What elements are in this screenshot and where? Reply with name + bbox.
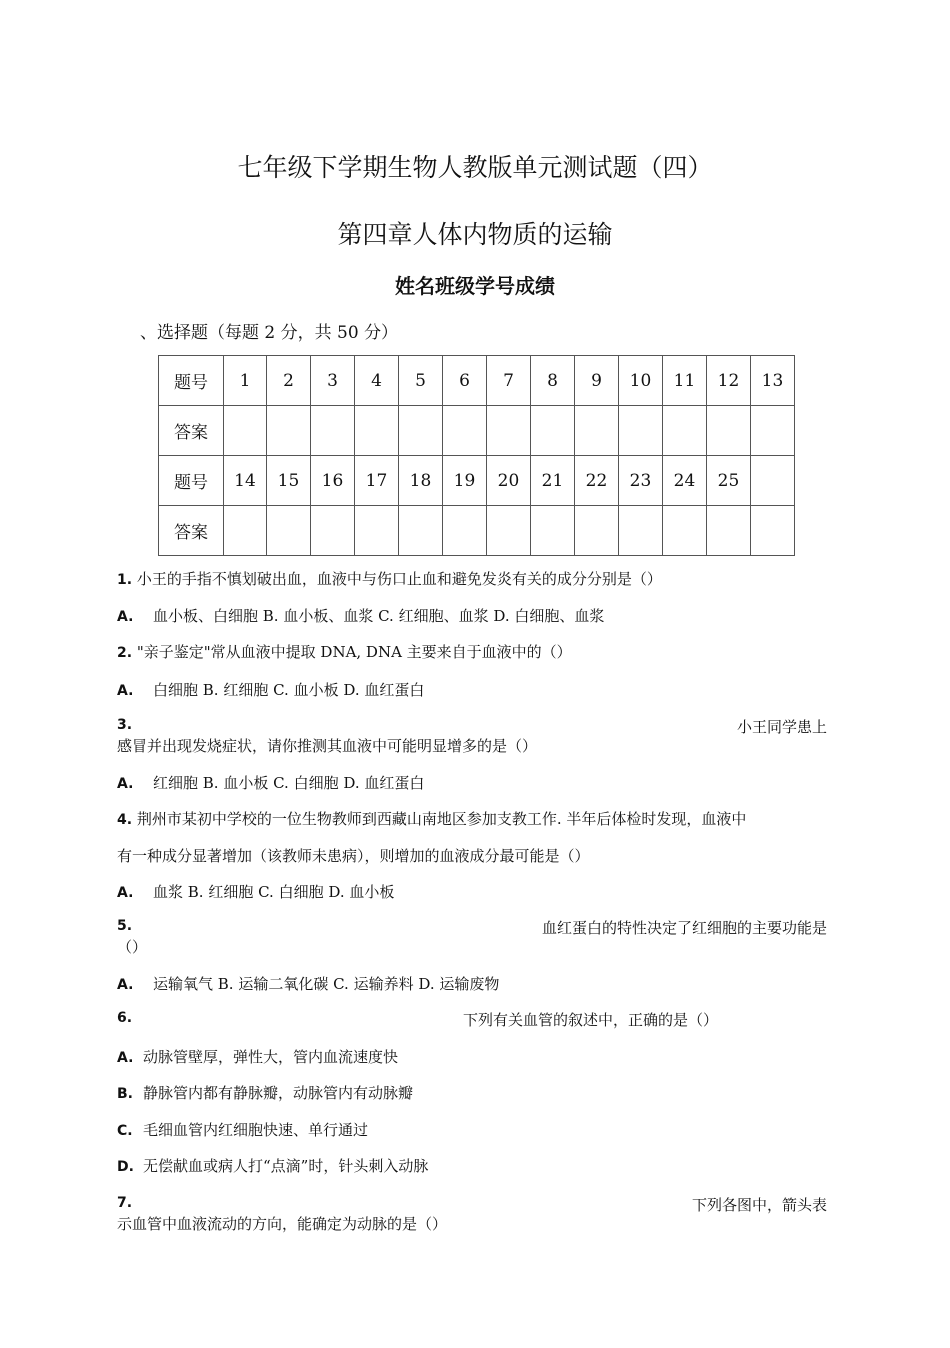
option-a: [117, 1046, 398, 1067]
answer-cell[interactable]: [355, 506, 399, 556]
question-text: 下列有关血管的叙述中，正确的是（）: [462, 1011, 718, 1029]
question-number: 5.: [117, 918, 133, 934]
answer-cell[interactable]: [751, 506, 795, 556]
number-cell: 10: [619, 356, 663, 406]
number-cell: 15: [267, 456, 311, 506]
number-cell: 23: [619, 456, 663, 506]
question-4-options: [117, 881, 394, 902]
table-row: [159, 456, 795, 506]
options-text: 血浆 B. 红细胞 C. 白细胞 D. 血小板: [153, 883, 395, 901]
answer-cell[interactable]: [751, 406, 795, 456]
question-3-options: [117, 772, 424, 793]
question-text: 荆州市某初中学校的一位生物教师到西藏山南地区参加支教工作. 半年后体检时发现，血液中: [136, 810, 747, 828]
number-cell: 12: [707, 356, 751, 406]
number-cell: 6: [443, 356, 487, 406]
option-c: [117, 1119, 368, 1140]
number-cell: 4: [355, 356, 399, 406]
question-1: [117, 568, 662, 589]
number-cell: 11: [663, 356, 707, 406]
answer-cell[interactable]: [487, 506, 531, 556]
question-number: 1.: [117, 572, 133, 588]
options-text: 红细胞 B. 血小板 C. 白细胞 D. 血红蛋白: [153, 774, 425, 792]
question-number: 3.: [117, 717, 133, 733]
answer-cell[interactable]: [267, 406, 311, 456]
question-text: 小王同学患上: [736, 718, 827, 736]
number-cell: 14: [224, 456, 267, 506]
number-cell: 13: [751, 356, 795, 406]
question-2-options: [117, 679, 424, 700]
header-label-cell: 题号: [159, 356, 224, 406]
option-d: [117, 1155, 428, 1176]
options-text: 运输氧气 B. 运输二氧化碳 C. 运输养料 D. 运输废物: [153, 975, 500, 993]
table-row: [159, 356, 795, 406]
question-text-continued: 感冒并出现发烧症状，请你推测其血液中可能明显增多的是（）: [117, 737, 538, 755]
answer-cell[interactable]: [399, 506, 443, 556]
answer-cell[interactable]: [663, 406, 707, 456]
question-text: "亲子鉴定"常从血液中提取 DNA, DNA 主要来自于血液中的（）: [136, 643, 572, 661]
table-row: [159, 406, 795, 456]
option-b: [117, 1082, 413, 1103]
option-label: A.: [117, 683, 134, 699]
answer-cell[interactable]: [224, 506, 267, 556]
question-number: 2.: [117, 645, 133, 661]
answer-cell[interactable]: [707, 406, 751, 456]
page-title: 七年级下学期生物人教版单元测试题（四）: [237, 153, 713, 182]
answer-label-cell: 答案: [159, 406, 224, 456]
option-label: A.: [117, 609, 134, 625]
question-text-continued: （）: [117, 938, 148, 956]
option-text: 毛细血管内红细胞快速、单行通过: [143, 1121, 369, 1139]
option-label: A.: [117, 977, 134, 993]
answer-cell[interactable]: [575, 406, 619, 456]
question-1-options: [117, 605, 604, 626]
number-cell: 20: [487, 456, 531, 506]
table-row: [159, 506, 795, 556]
answer-cell[interactable]: [663, 506, 707, 556]
number-cell: [751, 456, 795, 506]
answer-cell[interactable]: [531, 406, 575, 456]
number-cell: 9: [575, 356, 619, 406]
number-cell: 19: [443, 456, 487, 506]
question-5-options: [117, 973, 499, 994]
section-heading: 、选择题（每题 2 分，共 50 分）: [140, 323, 399, 343]
options-text: 血小板、白细胞 B. 血小板、血浆 C. 红细胞、血浆 D. 白细胞、血浆: [153, 607, 605, 625]
option-label: A.: [117, 885, 134, 901]
header-label-cell: 题号: [159, 456, 224, 506]
option-label: B.: [117, 1086, 133, 1102]
option-text: 静脉管内都有静脉瓣，动脉管内有动脉瓣: [143, 1084, 414, 1102]
answer-cell[interactable]: [575, 506, 619, 556]
number-cell: 22: [575, 456, 619, 506]
number-cell: 7: [487, 356, 531, 406]
answer-cell[interactable]: [311, 506, 355, 556]
answer-cell[interactable]: [487, 406, 531, 456]
number-cell: 1: [224, 356, 267, 406]
option-text: 动脉管壁厚，弹性大，管内血流速度快: [143, 1048, 399, 1066]
answer-cell[interactable]: [443, 506, 487, 556]
number-cell: 24: [663, 456, 707, 506]
number-cell: 3: [311, 356, 355, 406]
question-text-continued: 示血管中血液流动的方向，能确定为动脉的是（）: [117, 1215, 448, 1233]
answer-cell[interactable]: [619, 406, 663, 456]
number-cell: 17: [355, 456, 399, 506]
question-2: [117, 641, 572, 662]
answer-cell[interactable]: [267, 506, 311, 556]
number-cell: 18: [399, 456, 443, 506]
answer-cell[interactable]: [619, 506, 663, 556]
question-text-continued: 有一种成分显著增加（该教师未患病），则增加的血液成分最可能是（）: [117, 847, 590, 865]
question-number: 4.: [117, 812, 133, 828]
question-text: 下列各图中，箭头表: [691, 1196, 827, 1214]
option-label: C.: [117, 1123, 133, 1139]
question-number: 6.: [117, 1010, 133, 1026]
answer-cell[interactable]: [443, 406, 487, 456]
answer-label-cell: 答案: [159, 506, 224, 556]
number-cell: 2: [267, 356, 311, 406]
answer-cell[interactable]: [311, 406, 355, 456]
chapter-title: 第四章人体内物质的运输: [337, 220, 613, 249]
number-cell: 21: [531, 456, 575, 506]
number-cell: 8: [531, 356, 575, 406]
answer-cell[interactable]: [399, 406, 443, 456]
option-label: A.: [117, 776, 134, 792]
option-label: D.: [117, 1159, 134, 1175]
question-number: 7.: [117, 1195, 133, 1211]
answer-cell[interactable]: [355, 406, 399, 456]
number-cell: 16: [311, 456, 355, 506]
option-text: 无偿献血或病人打“点滴”时，针头刺入动脉: [143, 1157, 429, 1175]
number-cell: 5: [399, 356, 443, 406]
student-info-line: 姓名班级学号成绩: [395, 274, 555, 298]
question-4: [117, 808, 746, 829]
question-text: 小王的手指不慎划破出血，血液中与伤口止血和避免发炎有关的成分分别是（）: [136, 570, 662, 588]
answer-cell[interactable]: [224, 406, 267, 456]
option-label: A.: [117, 1050, 134, 1066]
answer-cell[interactable]: [531, 506, 575, 556]
number-cell: 25: [707, 456, 751, 506]
answer-cell[interactable]: [707, 506, 751, 556]
answer-table: [158, 355, 795, 556]
options-text: 白细胞 B. 红细胞 C. 血小板 D. 血红蛋白: [153, 681, 425, 699]
question-text: 血红蛋白的特性决定了红细胞的主要功能是: [541, 919, 827, 937]
